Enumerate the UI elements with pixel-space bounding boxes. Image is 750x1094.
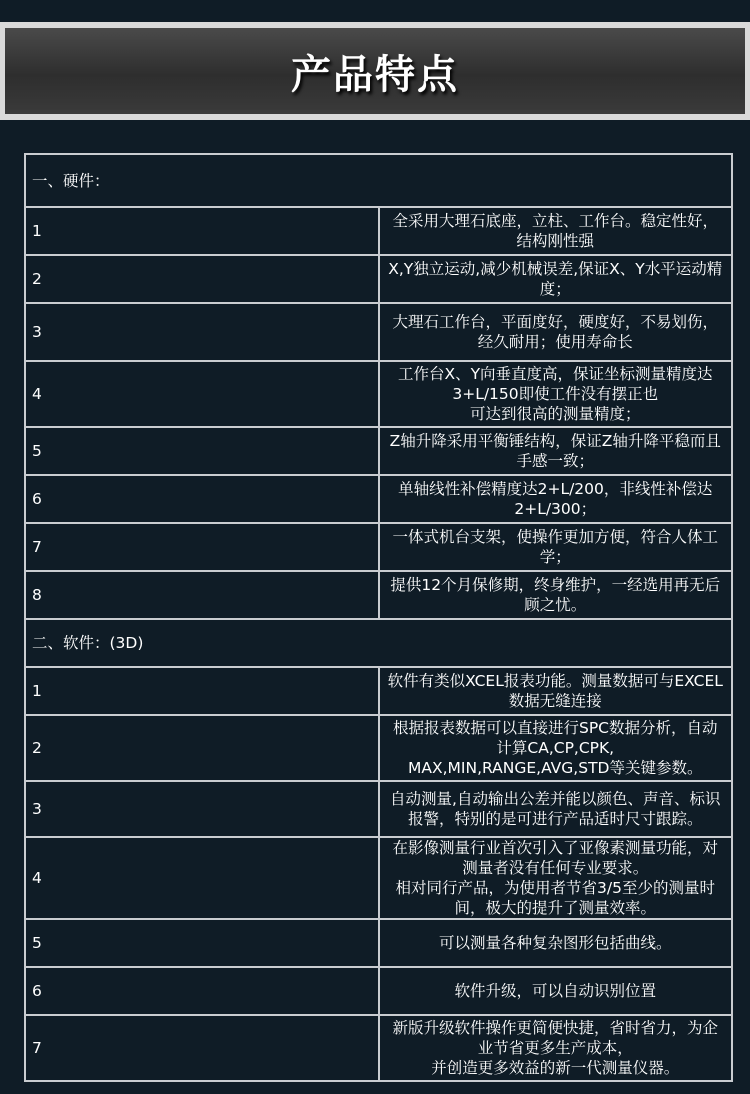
row-text-line-2: 可达到很高的测量精度；: [469, 405, 641, 423]
row-text: [379, 667, 733, 715]
row-number: 4: [25, 837, 379, 919]
table-row: [25, 207, 732, 255]
row-text-line: 工作台X、Y向垂直度高，保证坐标测量精度达3+L/150即使工件没有摆正也: [397, 365, 713, 403]
row-text-line: 大理石工作台，平面度好，硬度好，不易划伤，经久耐用；使用寿命长: [392, 313, 718, 351]
row-text-line: 单轴线性补偿精度达2+L/200，非线性补偿达2+L/300；: [398, 480, 713, 518]
row-text-line: 在影像测量行业首次引入了亚像素测量功能，对测量者没有任何专业要求。: [392, 839, 718, 877]
row-number: 3: [25, 303, 379, 361]
row-text-line: 自动测量,自动输出公差并能以颜色、声音、标识报警，特别的是可进行产品适时尺寸跟踪。: [390, 790, 721, 828]
row-text-line-2: 相对同行产品，为使用者节省3/5至少的测量时间，极大的提升了测量效率。: [395, 879, 715, 917]
title-banner-inner: [5, 28, 745, 114]
row-number: 6: [25, 475, 379, 523]
row-text-line: 可以测量各种复杂图形包括曲线。: [438, 934, 672, 952]
row-text: [379, 361, 733, 427]
section-heading-software: 二、软件：(3D): [25, 619, 732, 667]
row-text: [379, 207, 733, 255]
table-row: [25, 255, 732, 303]
table-row: [25, 571, 732, 619]
row-text-line: Z轴升降采用平衡锤结构，保证Z轴升降平稳而且手感一致；: [389, 432, 721, 470]
table-row: [25, 837, 732, 919]
table-row: [25, 475, 732, 523]
table-row: [25, 967, 732, 1015]
row-number: 7: [25, 1015, 379, 1081]
table-row: [25, 1015, 732, 1081]
row-text-line: 新版升级软件操作更简便快捷，省时省力，为企业节省更多生产成本，: [392, 1019, 718, 1057]
table-row: [25, 303, 732, 361]
row-text: [379, 781, 733, 837]
table-row: [25, 919, 732, 967]
table-row: [25, 781, 732, 837]
row-number: 4: [25, 361, 379, 427]
row-text: [379, 967, 733, 1015]
row-text-line: X,Y独立运动,减少机械误差,保证X、Y水平运动精度；: [388, 260, 723, 298]
row-text-line: 提供12个月保修期，终身维护，一经选用再无后顾之忧。: [390, 576, 721, 614]
row-text-line: 全采用大理石底座，立柱、工作台。稳定性好，结构刚性强: [392, 212, 718, 250]
row-text: [379, 523, 733, 571]
row-text-line-2: 并创造更多效益的新一代测量仪器。: [431, 1059, 680, 1077]
row-text-line: 软件升级，可以自动识别位置: [454, 982, 656, 1000]
row-number: 2: [25, 715, 379, 781]
row-text: [379, 427, 733, 475]
table-row: [25, 523, 732, 571]
row-number: 2: [25, 255, 379, 303]
row-number: 5: [25, 427, 379, 475]
title-banner: [0, 22, 750, 120]
row-text: [379, 571, 733, 619]
row-text-line: 根据报表数据可以直接进行SPC数据分析，自动计算CA,CP,CPK,: [392, 719, 718, 757]
row-text: [379, 837, 733, 919]
row-number: 8: [25, 571, 379, 619]
page-title: 产品特点: [291, 51, 459, 98]
row-text-line: 软件有类似XCEL报表功能。测量数据可与EXCEL数据无缝连接: [387, 672, 723, 710]
table-row: [25, 427, 732, 475]
row-text: [379, 475, 733, 523]
table-row: [25, 715, 732, 781]
row-number: 3: [25, 781, 379, 837]
row-number: 1: [25, 207, 379, 255]
feature-table: [24, 153, 733, 1082]
row-text: [379, 255, 733, 303]
row-number: 6: [25, 967, 379, 1015]
section-heading-hardware: 一、硬件：: [25, 154, 732, 207]
table-row: [25, 667, 732, 715]
section-header-row: [25, 154, 732, 207]
section-header-row: [25, 619, 732, 667]
row-number: 7: [25, 523, 379, 571]
row-text-line-2: MAX,MIN,RANGE,AVG,STD等关键参数。: [408, 759, 703, 777]
table-row: [25, 361, 732, 427]
row-text: [379, 1015, 733, 1081]
row-number: 1: [25, 667, 379, 715]
row-number: 5: [25, 919, 379, 967]
row-text: [379, 919, 733, 967]
row-text-line: 一体式机台支架，使操作更加方便，符合人体工学；: [392, 528, 718, 566]
row-text: [379, 303, 733, 361]
row-text: [379, 715, 733, 781]
